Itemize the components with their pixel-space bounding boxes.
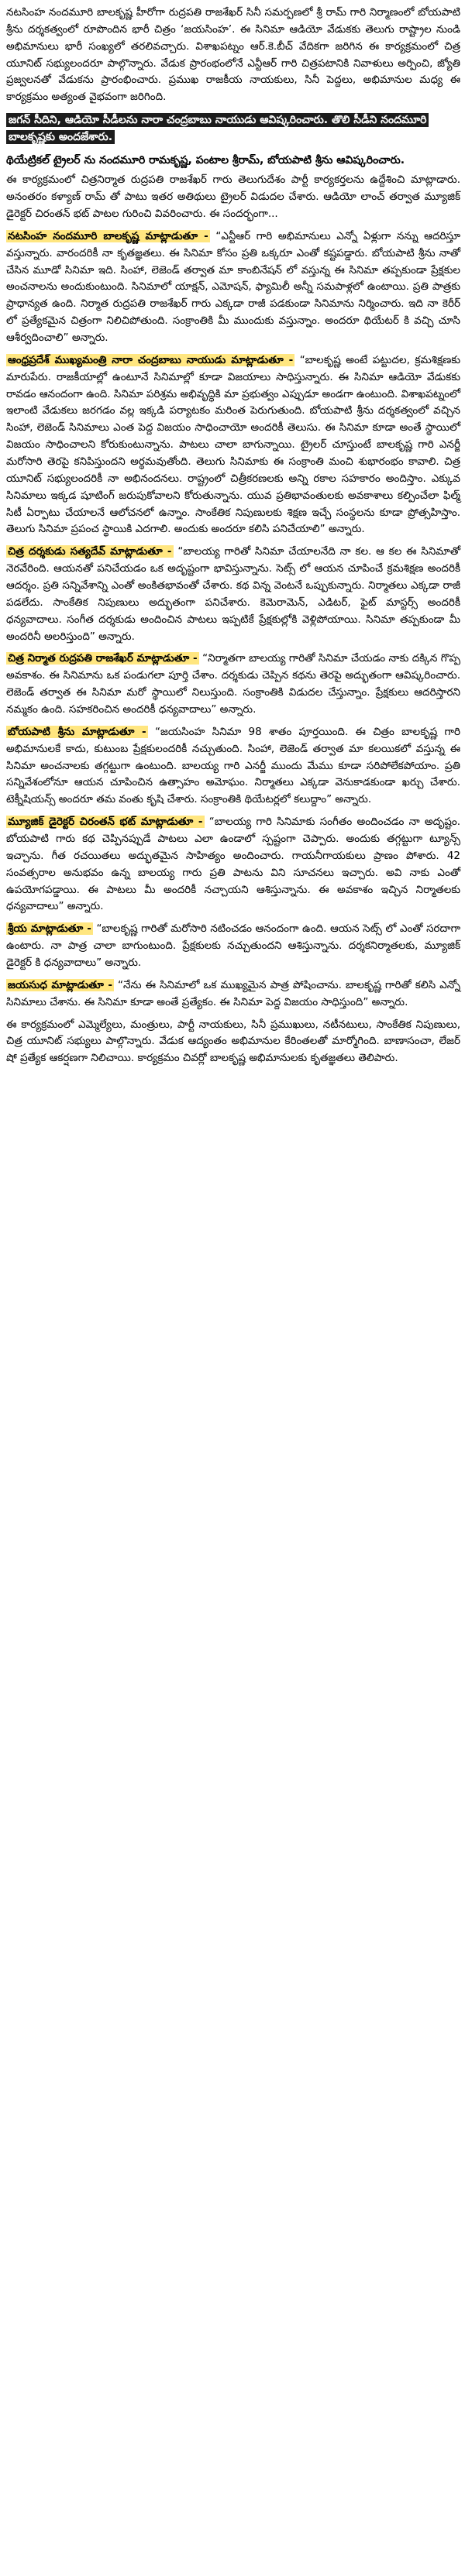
speaker-name: శ్రీయ మాట్లాడుతూ - xyxy=(8,922,91,936)
article xyxy=(0,0,465,1076)
speaker-name: చిత్ర నిర్మాత రుద్రపతి రాజశేఖర్ మాట్లాడుతూ - xyxy=(8,652,198,665)
speech-text: “నేను ఈ సినిమాలో ఒక ముఖ్యమైన పాత్ర పోషించాను. బాలకృష్ణ గారితో కలిసి ఎన్నో సినిమాలు చేశాను. ఈ సినిమా కూడా అంతే ప్రత్యేకం. ఈ సినిమా పెద్ద విజయం సాధిస్తుంది” అన్నారు. xyxy=(6,978,460,1008)
speech-jayasudha xyxy=(6,977,460,1012)
speech-balakrishna xyxy=(6,228,460,347)
speech-shriya xyxy=(6,921,460,972)
subheadline xyxy=(6,153,460,170)
speech-text: “జయసింహ సినిమా 98 శాతం పూర్తయింది. ఈ చిత్రం బాలకృష్ణ గారి అభిమానులకే కాదు, కుటుంబ ప్రేక్షకులందరికీ నచ్చుతుంది. సింహా, లెజెండ్ తర్వాత మా కలయికలో వస్తున్న ఈ సినిమా అంచనాలకు తగ్గట్టుగా ఉంటుంది. బాలయ్య గారి ఎనర్జీ ముందు మేము కూడా సరిపోలేకపోయాం. ప్రతి సన్నివేశంలోనూ ఆయన చూపించిన ఉత్సాహం అమోఘం. నిర్మాతలు ఎక్కడా వెనుకాడకుండా ఖర్చు చేశారు. టెక్నీషియన్స్ అందరూ తమ వంతు కృషి చేశారు. సంక్రాంతికి థియేటర్లలో కలుద్దాం” అన్నారు. xyxy=(6,725,460,806)
speech-text: “బాలయ్య గారితో సినిమా చేయాలనేది నా కల. ఆ కల ఈ సినిమాతో నెరవేరింది. ఆయనతో పనిచేయడం ఒక అదృష్టంగా భావిస్తున్నాను. సెట్స్ లో ఆయన చూపించే క్రమశిక్షణ అందరికీ ఆదర్శం. ప్రతి సన్నివేశాన్ని ఎంతో అంకితభావంతో చేశారు. కథ విన్న వెంటనే ఒప్పుకున్నారు. నిర్మాతలు ఎక్కడా రాజీ పడలేదు. సాంకేతిక నిపుణులు అద్భుతంగా పనిచేశారు. కెమెరామెన్, ఎడిటర్, ఫైట్ మాస్టర్స్ అందరికీ ధన్యవాదాలు. సంగీత దర్శకుడు అందించిన పాటలు ఇప్పటికే ప్రేక్షకుల్లోకి వెళ్లిపోయాయి. సినిమా తప్పకుండా మీ అందరినీ అలరిస్తుంది” అన్నారు. xyxy=(6,545,460,643)
headline-text: జగన్ సీదిని, ఆడియో సీడీలను నారా చంద్రబాబు నాయుడు ఆవిష్కరించారు. తొలి సీడీని నందమూరి బాలకృష్ణకు అందజేశారు. xyxy=(6,113,429,144)
speaker-name: బోయపాటి శ్రీను మాట్లాడుతూ - xyxy=(8,725,146,738)
speech-text: “బాలకృష్ణ అంటే పట్టుదల, క్రమశిక్షణకు మారుపేరు. రాజకీయాల్లో ఉంటూనే సినిమాల్లో కూడా విజయాలు సాధిస్తున్నారు. ఈ సినిమా ఆడియో వేడుకకు రావడం ఆనందంగా ఉంది. సినిమా పరిశ్రమ అభివృద్ధికి మా ప్రభుత్వం ఎప్పుడూ అండగా ఉంటుంది. విశాఖపట్నంలో ఇలాంటి వేడుకలు జరగడం వల్ల ఇక్కడి పర్యాటకం మరింత పెరుగుతుంది. బోయపాటి శ్రీను దర్శకత్వంలో వచ్చిన సింహా, లెజెండ్ సినిమాలు ఎంత పెద్ద విజయం సాధించాయో అందరికీ తెలుసు. ఈ సినిమా కూడా అంతే స్థాయిలో విజయం సాధించాలని కోరుకుంటున్నాను. పాటలు చాలా బాగున్నాయి. ట్రైలర్ చూస్తుంటే బాలకృష్ణ గారి ఎనర్జీ మరోసారి తెరపై కనిపిస్తుందని అర్థమవుతోంది. తెలుగు సినిమాకు ఈ సంక్రాంతి మంచి శుభారంభం కావాలి. చిత్ర యూనిట్ సభ్యులందరికీ నా అభినందనలు. రాష్ట్రంలో చిత్రీకరణలకు అన్ని రకాల సహకారం అందిస్తాం. ఎక్కువ సినిమాలు ఇక్కడ షూటింగ్ జరుపుకోవాలని కోరుతున్నాను. యువ ప్రతిభావంతులకు అవకాశాలు కల్పించేలా ఫిల్మ్ సిటీ ఏర్పాటు చేయాలనే ఆలోచనలో ఉన్నాం. సాంకేతిక నిపుణులకు శిక్షణ ఇచ్చే సంస్థలను కూడా ప్రోత్సహిస్తాం. తెలుగు సినిమా ప్రపంచ స్థాయికి ఎదగాలి. అందుకు అందరూ కలిసి పనిచేయాలి” అన్నారు. xyxy=(6,353,460,536)
speaker-name: నటసింహ నందమూరి బాలకృష్ణ మాట్లాడుతూ - xyxy=(8,229,208,242)
intro-paragraph: నటసింహ నందమూరి బాలకృష్ణ హీరోగా రుద్రపతి రాజశేఖర్ సినీ సమర్పణలో శ్రీ రామ్ గారి నిర్మాణంలో బోయపాటి శ్రీను దర్శకత్వంలో రూపొందిన భారీ చిత్రం ‘జయసింహ’. ఈ సినిమా ఆడియో వేడుకకు తెలుగు రాష్ట్రాల నుండి అభిమానులు భారీ సంఖ్యలో తరలివచ్చారు. విశాఖపట్నం ఆర్.కె.బీచ్ వేదికగా జరిగిన ఈ కార్యక్రమంలో చిత్ర యూనిట్ సభ్యులందరూ పాల్గొన్నారు. వేడుక ప్రారంభంలోనే ఎన్టీఆర్ గారి చిత్రపటానికి నివాళులు అర్పించి, జ్యోతి ప్రజ్వలనతో వేడుకను ప్రారంభించారు. ప్రముఖ రాజకీయ నాయకులు, సినీ పెద్దలు, అభిమానుల మధ్య ఈ కార్యక్రమం అత్యంత వైభవంగా జరిగింది. xyxy=(6,6,460,104)
speaker-name: ఆంధ్రప్రదేశ్ ముఖ్యమంత్రి నారా చంద్రబాబు నాయుడు మాట్లాడుతూ - xyxy=(8,353,294,366)
paragraph-event: ఈ కార్యక్రమంలో చిత్రనిర్మాత రుద్రపతి రాజశేఖర్ గారు తెలుగుదేశం పార్టీ కార్యకర్తలను ఉద్దేశించి మాట్లాడారు. అనంతరం కళ్యాణ్ రామ్ తో పాటు ఇతర అతిథులు ట్రైలర్ విడుదల చేశారు. ఆడియో లాంచ్ తర్వాత మ్యూజిక్ డైరెక్టర్ చిరంతన్ భట్ పాటల గురించి వివరించారు. ఈ సందర్భంగా... xyxy=(6,173,460,220)
speech-music-director xyxy=(6,814,460,915)
speaker-name: చిత్ర దర్శకుడు సత్యదేవ్ మాట్లాడుతూ - xyxy=(8,545,172,558)
speech-chandrababu xyxy=(6,352,460,538)
closing-paragraph: ఈ కార్యక్రమంలో ఎమ్మెల్యేలు, మంత్రులు, పార్టీ నాయకులు, సినీ ప్రముఖులు, నటీనటులు, సాంకేతిక నిపుణులు, చిత్ర యూనిట్ సభ్యులు పాల్గొన్నారు. వేడుక ఆద్యంతం అభిమానుల కేరింతలతో మార్మోగింది. బాణాసంచా, లేజర్ షో ప్రత్యేక ఆకర్షణగా నిలిచాయి. కార్యక్రమం చివర్లో బాలకృష్ణ అభిమానులకు కృతజ్ఞతలు తెలిపారు. xyxy=(6,1018,460,1065)
speaker-name: మ్యూజిక్ డైరెక్టర్ చిరంతన్ భట్ మాట్లాడుతూ - xyxy=(8,816,203,829)
speech-text: “బాలకృష్ణ గారితో మరోసారి నటించడం ఆనందంగా ఉంది. ఆయన సెట్స్ లో ఎంతో సరదాగా ఉంటారు. నా పాత్ర చాలా బాగుంటుంది. ప్రేక్షకులకు నచ్చుతుందని ఆశిస్తున్నాను. దర్శకనిర్మాతలకు, మ్యూజిక్ డైరెక్టర్ కి ధన్యవాదాలు” అన్నారు. xyxy=(6,922,461,970)
speech-text: “ఎన్టీఆర్ గారి అభిమానులు ఎన్నో ఏళ్లుగా నన్ను ఆదరిస్తూ వస్తున్నారు. వారందరికీ నా కృతజ్ఞతలు. ఈ సినిమా కోసం ప్రతి ఒక్కరూ ఎంతో కష్టపడ్డారు. బోయపాటి శ్రీను నాతో చేసిన మూడో సినిమా ఇది. సింహా, లెజెండ్ తర్వాత మా కాంబినేషన్ లో వస్తున్న ఈ సినిమా తప్పకుండా ప్రేక్షకుల అంచనాలను అందుకుంటుంది. సినిమాలో యాక్షన్, ఎమోషన్, ఫ్యామిలీ అన్నీ సమపాళ్లలో ఉంటాయి. ప్రతి పాత్రకు ప్రాధాన్యత ఉంది. నిర్మాత రుద్రపతి రాజశేఖర్ గారు ఎక్కడా రాజీ పడకుండా సినిమాను నిర్మించారు. ఇది నా కెరీర్ లో ప్రత్యేకమైన చిత్రంగా నిలిచిపోతుంది. సంక్రాంతికి మీ ముందుకు వస్తున్నాం. అందరూ థియేటర్ కి వచ్చి చూసి ఆశీర్వదించాలి” అన్నారు. xyxy=(6,229,460,344)
speech-producer xyxy=(6,651,460,718)
speech-text: “నిర్మాతగా బాలయ్య గారితో సినిమా చేయడం నాకు దక్కిన గొప్ప అవకాశం. ఈ సినిమాను ఒక పండుగలా పూర్తి చేశాం. దర్శకుడు చెప్పిన కథను తెరపై అద్భుతంగా ఆవిష్కరించారు. లెజెండ్ తర్వాత ఈ సినిమా మరో స్థాయిలో నిలుస్తుంది. సంక్రాంతికి విడుదల చేస్తున్నాం. ప్రేక్షకులు ఆదరిస్తారని నమ్మకం ఉంది. సహకరించిన అందరికీ ధన్యవాదాలు” అన్నారు. xyxy=(6,652,460,716)
speech-text: “బాలయ్య గారి సినిమాకు సంగీతం అందించడం నా అదృష్టం. బోయపాటి గారు కథ చెప్పినప్పుడే పాటలు ఎలా ఉండాలో స్పష్టంగా చెప్పారు. అందుకు తగ్గట్టుగా ట్యూన్స్ ఇచ్చాను. గీత రచయితలు అద్భుతమైన సాహిత్యం అందించారు. గాయనీగాయకులు ప్రాణం పోశారు. 42 సంవత్సరాల అనుభవం ఉన్న బాలయ్య గారు ప్రతి పాటను విని సూచనలు ఇచ్చారు. అవి నాకు ఎంతో ఉపయోగపడ్డాయి. ఈ పాటలు మీ అందరికీ నచ్చాయని ఆశిస్తున్నాను. ఈ అవకాశం ఇచ్చిన నిర్మాతలకు ధన్యవాదాలు” అన్నారు. xyxy=(6,816,461,913)
speech-boyapati xyxy=(6,724,460,809)
headline xyxy=(6,112,460,146)
subheadline-text: థియేట్రికల్ ట్రైలర్ ను నందమూరి రామకృష్ణ, పంటాల శ్రీరామ్, బోయపాటి శ్రీను ఆవిష్కరించారు. xyxy=(6,153,405,167)
speaker-name: జయసుధ మాట్లాడుతూ - xyxy=(8,978,112,991)
speech-director xyxy=(6,544,460,645)
